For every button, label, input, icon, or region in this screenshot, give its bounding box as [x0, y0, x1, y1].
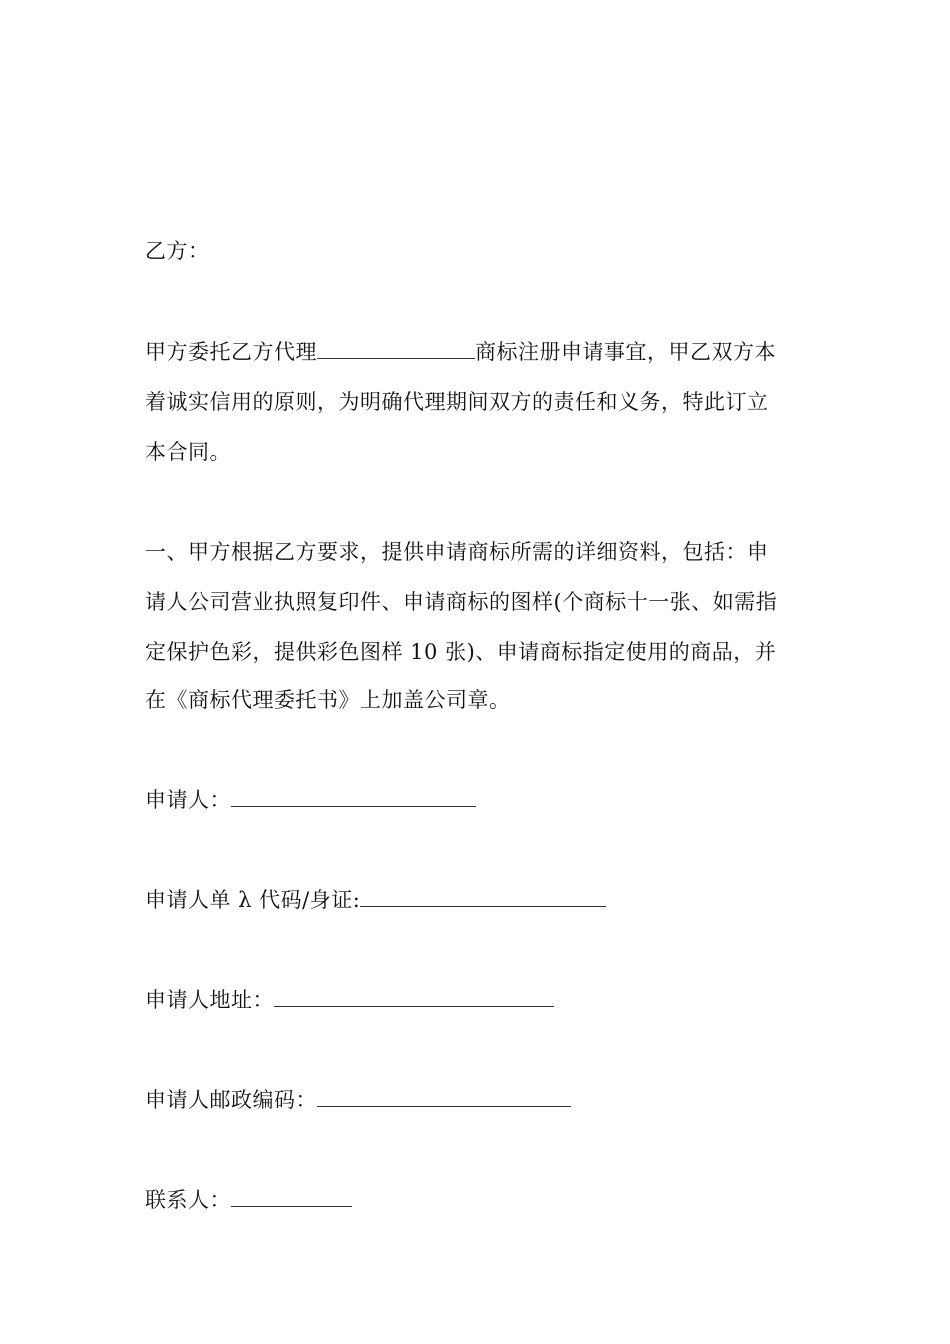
clause-1-line-4: 在《商标代理委托书》上加盖公司章。 — [145, 688, 511, 712]
intro-line-1 — [145, 337, 776, 367]
intro-line-3: 本合同。 — [145, 440, 231, 464]
contact-label: 联系人： — [145, 1188, 231, 1212]
applicant-code-label: 申请人单 λ 代码/身证: — [145, 888, 361, 912]
applicant-address-row — [145, 985, 554, 1015]
applicant-postcode-blank — [317, 1086, 571, 1107]
applicant-label: 申请人： — [145, 788, 231, 812]
applicant-code-row — [145, 885, 606, 915]
contact-row — [145, 1185, 352, 1215]
clause-1-line-1: 一、甲方根据乙方要求，提供申请商标所需的详细资料，包括：申 — [145, 540, 769, 564]
party-b-label: 乙方： — [145, 239, 210, 263]
applicant-blank — [231, 786, 476, 807]
applicant-code-blank — [360, 886, 606, 907]
clause-1-line-2: 请人公司营业执照复印件、申请商标的图样(个商标十一张、如需指 — [145, 590, 778, 614]
applicant-postcode-label: 申请人邮政编码： — [145, 1088, 317, 1112]
applicant-row — [145, 785, 476, 815]
intro-line-2: 着诚实信用的原则，为明确代理期间双方的责任和义务，特此订立 — [145, 390, 769, 414]
clause-1-line-3: 定保护色彩，提供彩色图样 10 张)、申请商标指定使用的商品，并 — [145, 640, 777, 664]
contact-blank — [231, 1186, 352, 1207]
intro-line-1-prefix: 甲方委托乙方代理 — [145, 340, 317, 364]
applicant-address-blank — [274, 986, 554, 1007]
applicant-postcode-row — [145, 1085, 571, 1115]
applicant-address-label: 申请人地址： — [145, 988, 274, 1012]
intro-line-1-suffix: 商标注册申请事宜，甲乙双方本 — [475, 340, 776, 364]
trademark-name-blank — [317, 338, 475, 359]
